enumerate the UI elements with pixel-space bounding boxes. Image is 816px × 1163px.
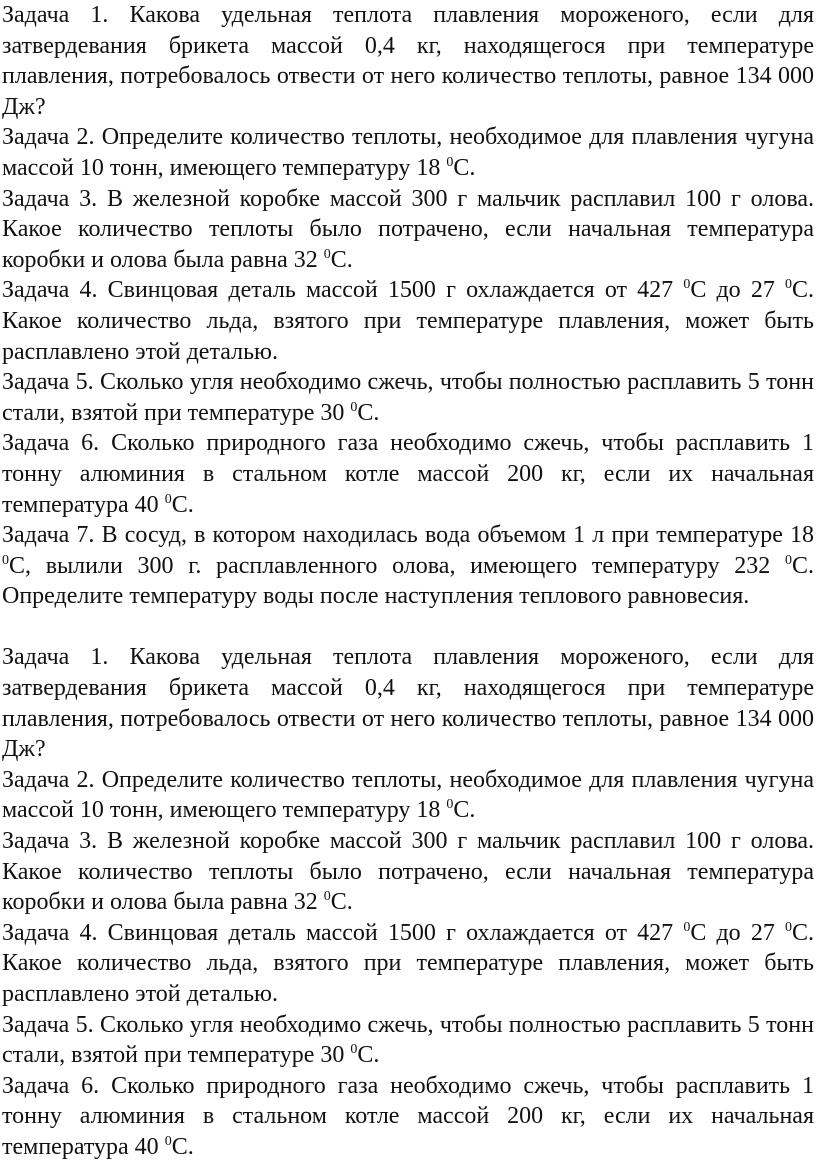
- task-5: [2, 1010, 814, 1071]
- task-text: Какова удельная теплота плавления мороженого, если для затвердевания брикета массой 0,4 кг, находящегося при температуре плавления, потребовалось отвести от него количество теплоты, равное 134 000 Дж?: [2, 644, 814, 763]
- degree-superscript: 0: [683, 277, 691, 293]
- task-4: [2, 275, 814, 367]
- task-text: Сколько угля необходимо сжечь, чтобы полностью расплавить 5 тонн стали, взятой при температуре 30: [2, 1011, 814, 1069]
- degree-superscript: 0: [323, 246, 331, 262]
- task-text: Свинцовая деталь массой 1500 г охлаждается от 427: [97, 277, 684, 304]
- task-label: Задача 7.: [2, 522, 95, 549]
- degree-superscript: 0: [350, 1042, 358, 1058]
- task-6: [2, 1071, 814, 1163]
- task-text: В сосуд, в котором находилась вода объемом 1 л при температуре 18: [94, 522, 814, 549]
- task-label: Задача 6.: [2, 1072, 100, 1099]
- degree-superscript: 0: [446, 797, 454, 813]
- task-3: [2, 184, 814, 276]
- task-text: Свинцовая деталь массой 1500 г охлаждается от 427: [97, 919, 684, 946]
- degree-superscript: 0: [785, 277, 792, 293]
- task-text: Сколько природного газа необходимо сжечь, чтобы расплавить 1 тонну алюминия в стальном котле массой 200 кг, если их начальная температура 40: [2, 1072, 814, 1160]
- task-4: [2, 918, 814, 1010]
- task-5: [2, 367, 814, 428]
- task-7: [2, 520, 814, 612]
- task-text: С. Определите температуру воды после наступления теплового равновесия.: [2, 552, 814, 610]
- task-label: Задача 5.: [2, 369, 94, 396]
- task-label: Задача 3.: [2, 828, 98, 855]
- degree-superscript: 0: [164, 491, 172, 507]
- task-text: С до 27: [690, 277, 785, 304]
- task-text: В железной коробке массой 300 г мальчик расплавил 100 г олова. Какое количество теплоты было потрачено, если начальная температура коробки и олова была равна 32: [2, 185, 814, 273]
- task-text: С.: [171, 491, 194, 518]
- task-text: С.: [171, 1133, 194, 1160]
- blank-line: [2, 612, 814, 643]
- task-text: Какова удельная теплота плавления мороженого, если для затвердевания брикета массой 0,4 кг, находящегося при температуре плавления, потребовалось отвести от него количество теплоты, равное 134 000 Дж?: [2, 2, 814, 120]
- task-text: Определите количество теплоты, необходимое для плавления чугуна массой 10 тонн, имеющего температуру 18: [2, 766, 814, 824]
- task-text: Сколько природного газа необходимо сжечь, чтобы расплавить 1 тонну алюминия в стальном котле массой 200 кг, если их начальная температура 40: [2, 430, 814, 518]
- task-text: С.: [330, 246, 353, 273]
- task-text: С.: [357, 399, 380, 426]
- task-text: Определите количество теплоты, необходимое для плавления чугуна массой 10 тонн, имеющего температуру 18: [2, 124, 814, 181]
- task-label: Задача 1.: [2, 2, 109, 28]
- task-2: [2, 765, 814, 826]
- task-block-2: [2, 642, 814, 1162]
- task-text: С. Какое количество льда, взятого при температуре плавления, может быть расплавлено этой деталью.: [2, 919, 815, 1007]
- task-1: [2, 0, 814, 122]
- task-3: [2, 826, 814, 918]
- task-label: Задача 2.: [2, 766, 95, 793]
- degree-superscript: 0: [446, 154, 454, 170]
- task-label: Задача 3.: [2, 185, 98, 212]
- task-1: [2, 642, 814, 764]
- degree-superscript: 0: [164, 1133, 172, 1149]
- task-text: С до 27: [690, 919, 785, 946]
- task-text: В железной коробке массой 300 г мальчик расплавил 100 г олова. Какое количество теплоты было потрачено, если начальная температура коробки и олова была равна 32: [2, 828, 814, 916]
- task-label: Задача 6.: [2, 430, 100, 457]
- task-label: Задача 4.: [2, 277, 98, 304]
- degree-superscript: 0: [785, 919, 792, 935]
- degree-superscript: 0: [350, 399, 358, 415]
- degree-superscript: 0: [323, 889, 331, 905]
- task-label: Задача 2.: [2, 124, 95, 151]
- task-text: С.: [453, 154, 476, 181]
- task-text: С. Какое количество льда, взятого при температуре плавления, может быть расплавлено этой деталью.: [2, 277, 815, 365]
- task-label: Задача 1.: [2, 644, 109, 671]
- degree-superscript: 0: [784, 552, 792, 568]
- degree-superscript: 0: [2, 552, 9, 568]
- degree-superscript: 0: [683, 919, 691, 935]
- task-text: С.: [357, 1042, 380, 1069]
- task-text: Сколько угля необходимо сжечь, чтобы полностью расплавить 5 тонн стали, взятой при температуре 30: [2, 369, 814, 426]
- task-text: С.: [453, 797, 476, 824]
- task-2: [2, 122, 814, 183]
- task-label: Задача 5.: [2, 1011, 94, 1038]
- task-label: Задача 4.: [2, 919, 98, 946]
- task-text: С, вылили 300 г. расплавленного олова, имеющего температуру 232: [9, 552, 785, 579]
- task-6: [2, 428, 814, 520]
- task-text: С.: [330, 889, 353, 916]
- task-block-1: [2, 0, 814, 612]
